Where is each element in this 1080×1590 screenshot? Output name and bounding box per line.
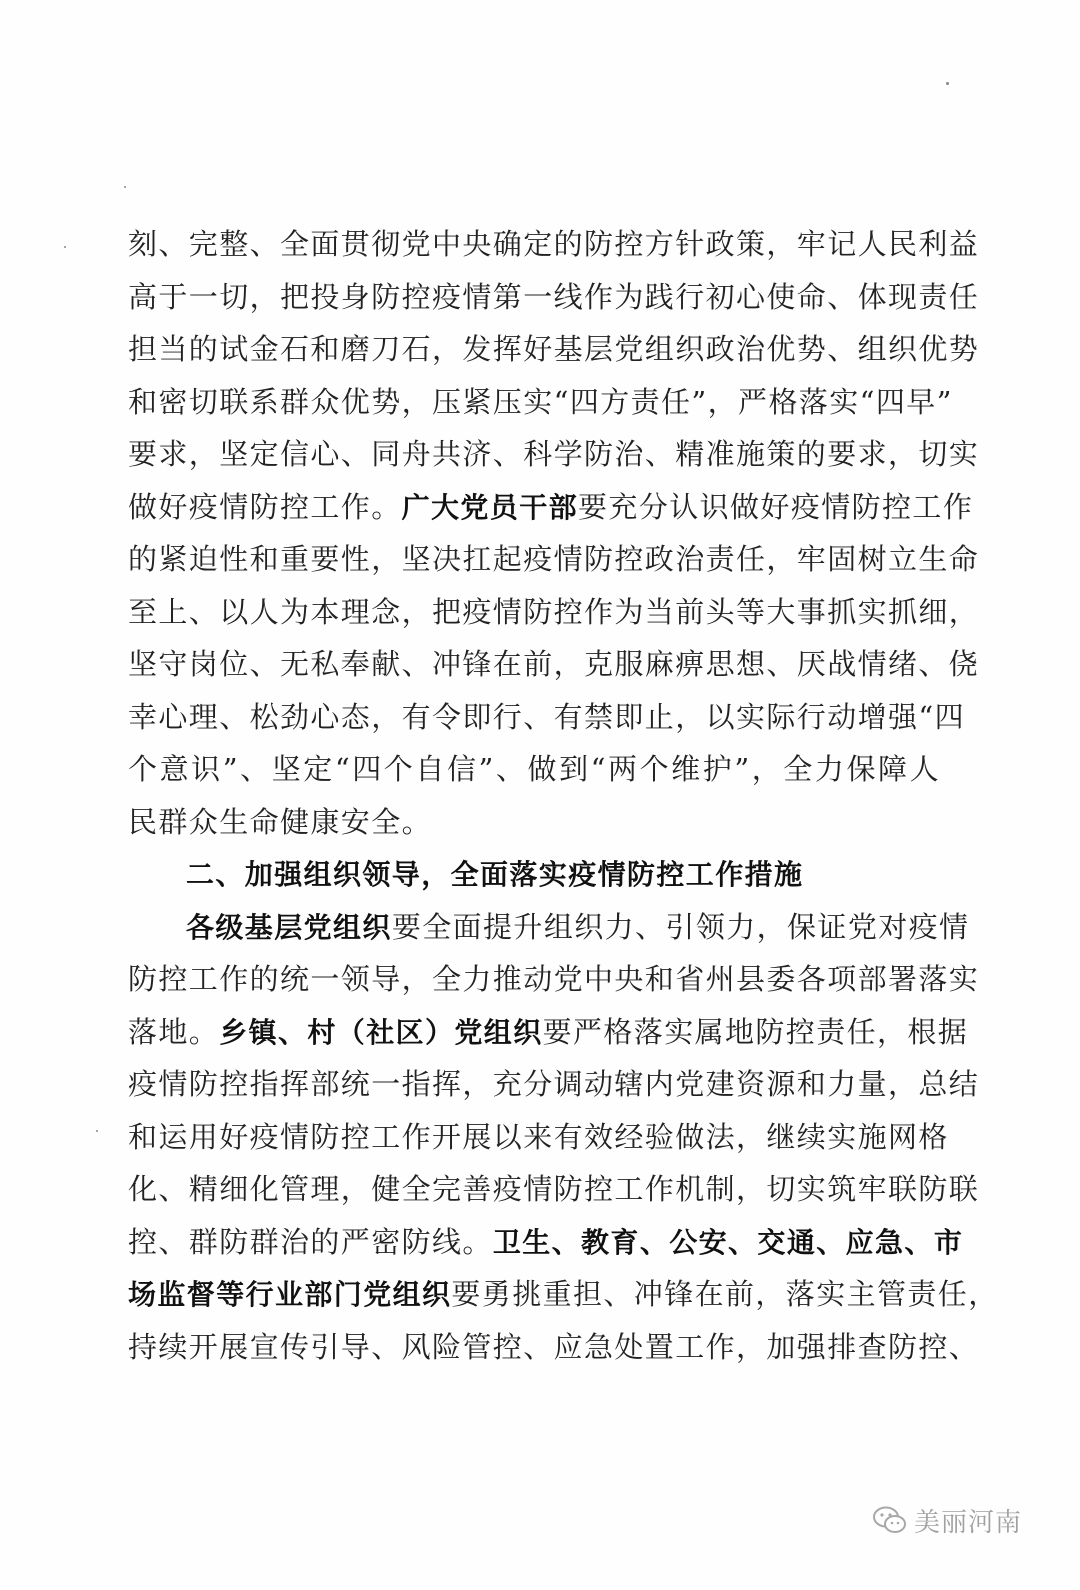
text-line: [128, 796, 940, 849]
text-line: [128, 638, 980, 691]
text-line: [128, 1111, 949, 1164]
text-line: [128, 691, 966, 744]
bold-phrase: 广大党员干部: [401, 490, 579, 524]
text-run: 高于一切，把投身防控疫情第一线作为践行初心使命、体现责任: [128, 279, 980, 314]
text-run: 个意识”、坚定“四个自信”、做到“两个维护”，全力保障人: [128, 752, 940, 786]
text-run: 坚守岗位、无私奉献、冲锋在前，克服麻痹思想、厌战情绪、侥: [128, 647, 980, 681]
text-line: [128, 1268, 999, 1321]
text-line: [128, 1321, 980, 1374]
text-line: [128, 323, 980, 376]
scan-speck: [124, 186, 126, 188]
bold-phrase: 乡镇、村（社区）党组织: [219, 1015, 543, 1049]
scan-speck: [946, 82, 949, 85]
text-run: 至上、以人为本理念，把疫情防控作为当前头等大事抓实抓细，: [128, 594, 980, 629]
text-line: [128, 271, 980, 324]
text-run: 要全面提升组织力、引领力，保证党对疫情: [391, 909, 970, 944]
text-run: 化、精细化管理，健全完善疫情防控工作机制，切实筑牢联防联: [128, 1172, 980, 1206]
text-run: 的紧迫性和重要性，坚决扛起疫情防控政治责任，牢固树立生命: [128, 542, 980, 576]
text-run: 民群众生命健康安全。: [128, 804, 433, 839]
wechat-icon: [872, 1505, 908, 1535]
text-line: [128, 533, 980, 586]
watermark: [872, 1498, 1022, 1542]
text-line: [128, 743, 940, 796]
text-run: 落地。: [128, 1014, 220, 1049]
bold-phrase: 各级基层党组织: [186, 910, 392, 944]
text-line: [128, 1006, 969, 1059]
text-run: 防控工作的统一领导，全力推动党中央和省州县委各项部署落实: [128, 962, 980, 996]
text-run: 要求，坚定信心、同舟共济、科学防治、精准施策的要求，切实: [128, 437, 980, 471]
text-run: 担当的试金石和磨刀石，发挥好基层党组织政治优势、组织优势: [128, 332, 980, 366]
text-run: 要勇挑重担、冲锋在前，落实主管责任，: [451, 1277, 999, 1311]
bold-phrase: 二、加强组织领导，全面落实疫情防控工作措施: [186, 858, 804, 891]
scan-speck: [64, 246, 66, 248]
text-run: 要严格落实属地防控责任，根据: [542, 1014, 969, 1049]
text-line: [128, 1058, 980, 1111]
text-line: [128, 218, 980, 271]
text-line: [128, 1163, 980, 1216]
text-run: 做好疫情防控工作。: [128, 489, 402, 524]
text-line: [128, 586, 980, 639]
bold-phrase: 卫生、教育、公安、交通、应急、市: [492, 1225, 964, 1259]
text-run: 和运用好疫情防控工作开展以来有效经验做法，继续实施网格: [128, 1119, 949, 1154]
text-line: [128, 901, 970, 954]
section-heading: [128, 848, 940, 901]
text-run: 控、群防群治的严密防线。: [128, 1224, 493, 1259]
text-line: [128, 1216, 964, 1269]
text-run: 疫情防控指挥部统一指挥，充分调动辖内党建资源和力量，总结: [128, 1067, 980, 1101]
text-run: 持续开展宣传引导、风险管控、应急处置工作，加强排查防控、: [128, 1329, 980, 1364]
watermark-text: 美丽河南: [914, 1507, 1023, 1538]
text-run: 幸心理、松劲心态，有令即行、有禁即止，以实际行动增强“四: [128, 699, 966, 734]
text-line: [128, 481, 974, 534]
text-line: [128, 428, 980, 481]
scan-speck: [96, 1130, 98, 1132]
text-run: 刻、完整、全面贯彻党中央确定的防控方针政策，牢记人民利益: [128, 227, 980, 261]
bold-phrase: 场监督等行业部门党组织: [128, 1278, 452, 1311]
text-run: 要充分认识做好疫情防控工作: [578, 489, 974, 524]
text-line: [128, 376, 953, 429]
text-run: 和密切联系群众优势，压紧压实“四方责任”，严格落实“四早”: [128, 384, 953, 419]
document-body: [128, 218, 999, 1373]
text-line: [128, 953, 980, 1006]
